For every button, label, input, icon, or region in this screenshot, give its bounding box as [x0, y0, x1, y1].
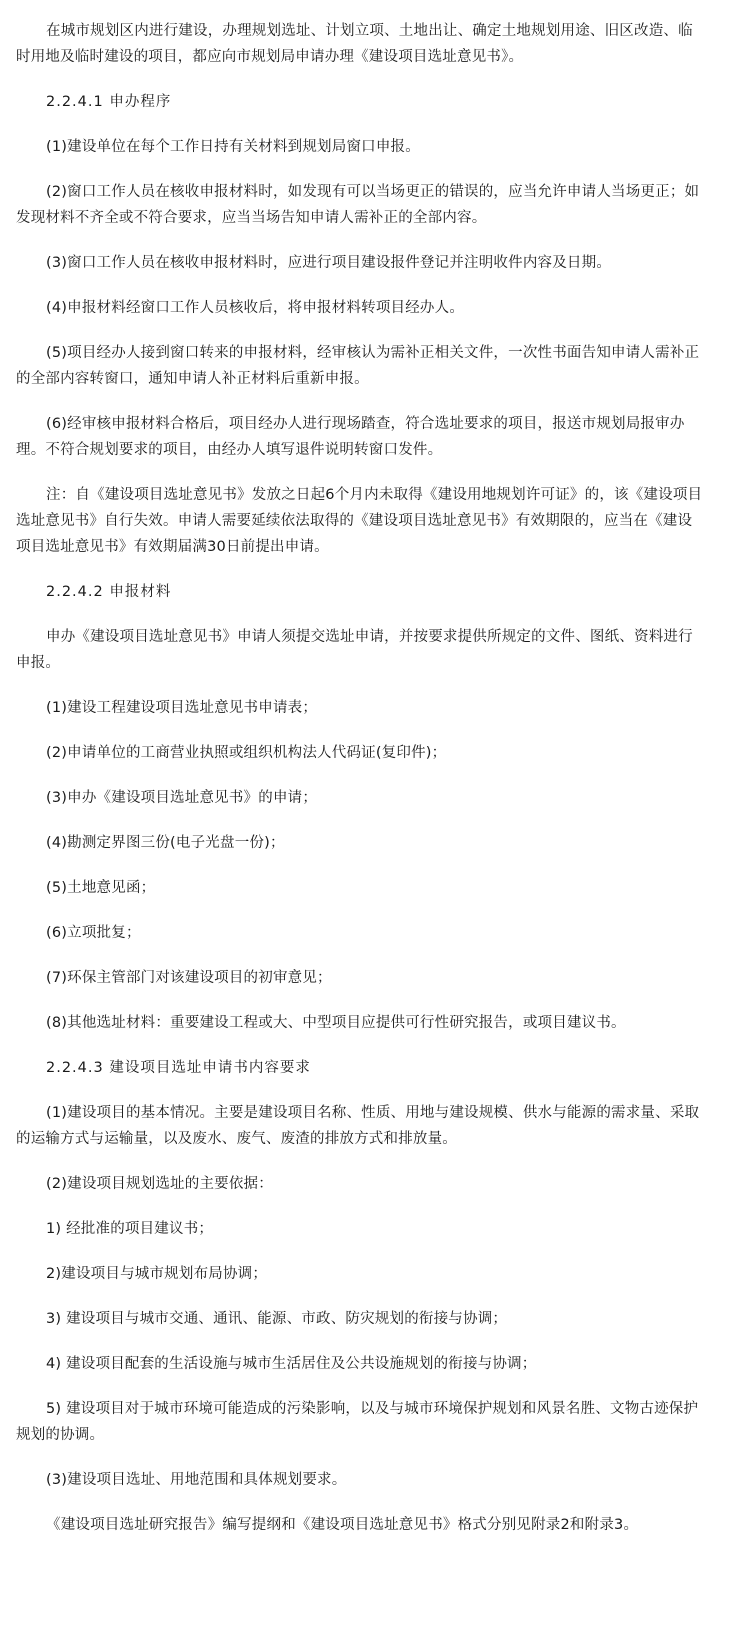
procedure-step-1: (1)建设单位在每个工作日持有关材料到规划局窗口申报。 — [46, 139, 420, 155]
document-body — [16, 18, 706, 1557]
basis-item-4: 4) 建设项目配套的生活设施与城市生活居住及公共设施规划的衔接与协调； — [46, 1356, 537, 1372]
basis-item-1: 1) 经批准的项目建议书； — [46, 1221, 214, 1237]
material-item-4: (4)勘测定界图三份(电子光盘一份)； — [46, 835, 285, 851]
materials-intro: 申办《建设项目选址意见书》申请人须提交选址申请，并按要求提供所规定的文件、图纸、资料进行申报。 — [16, 629, 693, 671]
basis-item-3: 3) 建设项目与城市交通、通讯、能源、市政、防灾规划的衔接与协调； — [46, 1311, 508, 1327]
intro-paragraph: 在城市规划区内进行建设，办理规划选址、计划立项、土地出让、确定土地规划用途、旧区改造、临时用地及临时建设的项目，都应向市规划局申请办理《建设项目选址意见书》。 — [16, 23, 693, 65]
procedure-step-2: (2)窗口工作人员在核收申报材料时，如发现有可以当场更正的错误的，应当允许申请人当场更正；如发现材料不齐全或不符合要求，应当当场告知申请人需补正的全部内容。 — [16, 184, 700, 226]
material-item-6: (6)立项批复； — [46, 925, 141, 941]
procedure-step-3: (3)窗口工作人员在核收申报材料时，应进行项目建设报件登记并注明收件内容及日期。 — [46, 255, 612, 271]
material-item-8: (8)其他选址材料：重要建设工程或大、中型项目应提供可行性研究报告，或项目建议书。 — [46, 1015, 626, 1031]
material-item-5: (5)土地意见函； — [46, 880, 156, 896]
material-item-3: (3)申办《建设项目选址意见书》的申请； — [46, 790, 318, 806]
material-item-7: (7)环保主管部门对该建设项目的初审意见； — [46, 970, 332, 986]
basis-item-2: 2)建设项目与城市规划布局协调； — [46, 1266, 268, 1282]
section-heading-application-materials: 2.2.4.2 申报材料 — [46, 584, 172, 600]
procedure-note: 注：自《建设项目选址意见书》发放之日起6个月内未取得《建设用地规划许可证》的，该《建设项目选址意见书》自行失效。申请人需要延续依法取得的《建设项目选址意见书》有效期限的，应当在《建设项目选址意见书》有效期届满30日前提出申请。 — [16, 487, 703, 555]
content-item-2: (2)建设项目规划选址的主要依据： — [46, 1176, 273, 1192]
material-item-2: (2)申请单位的工商营业执照或组织机构法人代码证(复印件)； — [46, 745, 447, 761]
material-item-1: (1)建设工程建设项目选址意见书申请表； — [46, 700, 318, 716]
procedure-step-6: (6)经审核申报材料合格后，项目经办人进行现场踏查，符合选址要求的项目，报送市规划局报审办理。不符合规划要求的项目，由经办人填写退件说明转窗口发件。 — [16, 416, 685, 458]
procedure-step-5: (5)项目经办人接到窗口转来的申报材料，经审核认为需补正相关文件，一次性书面告知申请人需补正的全部内容转窗口，通知申请人补正材料后重新申报。 — [16, 345, 700, 387]
content-item-3: (3)建设项目选址、用地范围和具体规划要求。 — [46, 1472, 347, 1488]
section-heading-application-content: 2.2.4.3 建设项目选址申请书内容要求 — [46, 1060, 311, 1076]
procedure-step-4: (4)申报材料经窗口工作人员核收后，将申报材料转项目经办人。 — [46, 300, 465, 316]
content-item-1: (1)建设项目的基本情况。主要是建设项目名称、性质、用地与建设规模、供水与能源的需求量、采取的运输方式与运输量，以及废水、废气、废渣的排放方式和排放量。 — [16, 1105, 700, 1147]
appendix-reference: 《建设项目选址研究报告》编写提纲和《建设项目选址意见书》格式分别见附录2和附录3。 — [46, 1517, 639, 1533]
basis-item-5: 5) 建设项目对于城市环境可能造成的污染影响，以及与城市环境保护规划和风景名胜、文物古迹保护规划的协调。 — [16, 1401, 699, 1443]
section-heading-application-procedure: 2.2.4.1 申办程序 — [46, 94, 172, 110]
